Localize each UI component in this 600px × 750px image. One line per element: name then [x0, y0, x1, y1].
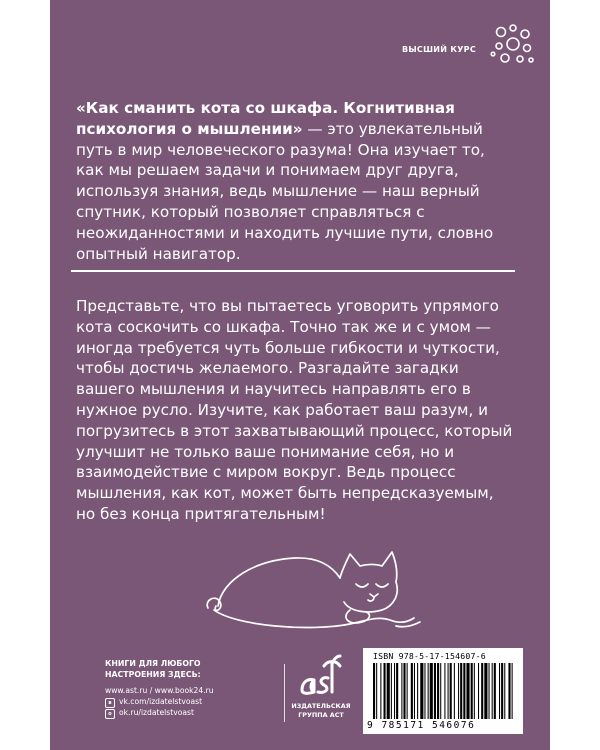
barcode-bar — [460, 663, 462, 719]
barcode-bar — [494, 663, 496, 719]
barcode-bar — [380, 663, 381, 719]
book-title-inline: «Как сманить кота со шкафа. Когнитивная психология о мышлении» — [76, 99, 455, 138]
barcode-bar — [407, 663, 408, 719]
barcode-bar — [466, 663, 469, 719]
barcode-bar — [420, 663, 423, 719]
divider — [71, 270, 515, 272]
barcode-bar — [474, 663, 475, 719]
barcode-bar — [387, 663, 390, 719]
ast-logo-icon — [298, 652, 344, 698]
barcode-bar — [448, 663, 449, 719]
barcode-bar — [376, 663, 377, 719]
dots-network-icon — [487, 18, 539, 70]
barcode-bar — [417, 663, 418, 719]
annotation-text-1: — это увлекательный путь в мир человеческого разума! Она изучает то, как мы решаем задачи и понимаем друг друга, используя знания, ведь мышление — наш верный спутник, который позволяет справляться с неожиданностями и находить лучшие пути, словно опытный навигатор. — [76, 119, 494, 263]
barcode-bar — [481, 663, 483, 719]
isbn-barcode-panel — [363, 648, 523, 734]
barcode-bar — [504, 663, 505, 719]
barcode-bar — [391, 663, 392, 719]
ok-icon: о — [105, 709, 115, 719]
barcode-bar — [430, 663, 433, 719]
barcode-bar — [512, 663, 513, 719]
barcode-bar — [403, 663, 405, 719]
barcode-bar — [508, 663, 510, 719]
footer-separator — [284, 664, 285, 722]
barcode-bar — [434, 663, 436, 719]
barcode-bar — [492, 663, 493, 719]
book-back-cover — [50, 0, 550, 750]
barcode-bar — [411, 663, 413, 719]
ok-link[interactable]: о ok.ru/izdatelstvoast — [105, 708, 245, 719]
websites-link[interactable]: www.ast.ru / www.book24.ru — [105, 686, 214, 696]
barcode-bar — [440, 663, 441, 719]
barcode — [373, 663, 513, 719]
barcode-bar — [484, 663, 487, 719]
barcode-bar — [414, 663, 415, 719]
barcode-bar — [424, 663, 425, 719]
barcode-bar — [471, 663, 473, 719]
annotation-paragraph-1 — [76, 98, 516, 264]
barcode-bar — [373, 663, 375, 719]
barcode-bar — [478, 663, 479, 719]
barcode-bar — [501, 663, 503, 719]
barcode-bar — [396, 663, 398, 719]
series-label: ВЫСШИЙ КУРС — [401, 45, 476, 54]
barcode-bar — [401, 663, 402, 719]
vk-icon: в — [105, 698, 115, 708]
barcode-bar — [444, 663, 445, 719]
sleeping-cat-illustration — [200, 540, 430, 650]
footer-shop-info — [105, 659, 245, 719]
publisher-caption: ИЗДАТЕЛЬСКАЯ ГРУППА АСТ — [291, 702, 351, 719]
barcode-bar — [394, 663, 395, 719]
barcode-bar — [454, 663, 455, 719]
barcode-bar — [458, 663, 459, 719]
isbn-label: ISBN 978-5-17-154607-6 — [373, 651, 486, 661]
barcode-bar — [463, 663, 465, 719]
footer-title: КНИГИ ДЛЯ ЛЮБОГО НАСТРОЕНИЯ ЗДЕСЬ: — [105, 659, 201, 679]
barcode-bar — [384, 663, 386, 719]
barcode-number: 9 785171 546076 — [367, 720, 476, 731]
barcode-bar — [428, 663, 429, 719]
barcode-bar — [499, 663, 500, 719]
barcode-bar — [489, 663, 490, 719]
barcode-bar — [437, 663, 439, 719]
annotation-paragraph-2: Представьте, что вы пытаетесь уговорить упрямого кота соскочить со шкафа. Точно так же и с умом — иногда требуется чуть больше гибкости и чуткости, чтобы достичь желаемого. Разгадайте загадки вашего мышления и научитесь направлять его в нужное русло. Изучите, как работает ваш разум, и погрузитесь в этот захватывающий процесс, который улучшит не только ваше понимание себя, но и взаимодействие с миром вокруг. Ведь процесс мышления, как кот, может быть непредсказуемым, но без конца притягательным! — [76, 297, 513, 523]
barcode-bar — [450, 663, 452, 719]
vk-link[interactable]: в vk.com/izdatelstvoast — [105, 697, 245, 708]
